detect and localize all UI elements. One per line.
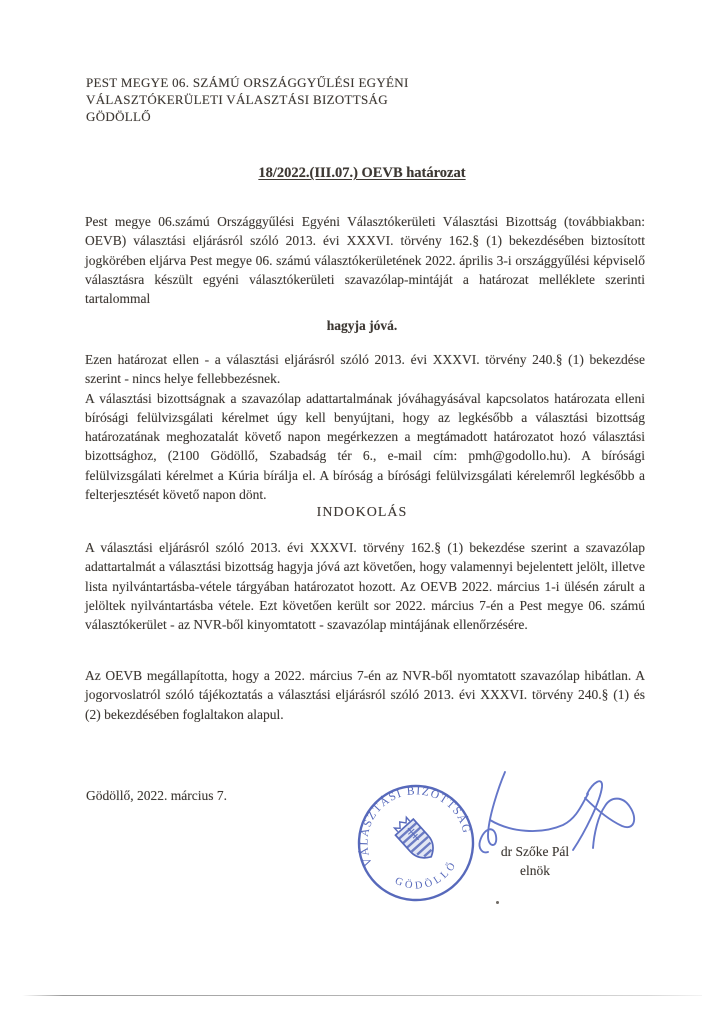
paragraph-judicial-review: A választási bizottságnak a szavazólap adattartalmának jóváhagyásával kapcsolatos határozata elleni bírósági felülvizsgálati kérelmet úgy kell benyújtani, hogy az legkésőbb a választási bizottság határozatának meghozatalát követő napon megérkezzen a megtámadott határozatot hozó választási bizottsághoz, (2100 Gödöllő, Szabadság tér 6., e-mail cím: pmh@godollo.hu). A bírósági felülvizsgálati kérelmet a Kúria bírálja el. A bíróság a bírósági felülvizsgálati kérelemről legkésőbb a felterjesztését követő napon dönt. <box>85 390 645 503</box>
decision-clause: hagyja jóvá. <box>326 318 398 333</box>
letterhead-line-2: VÁLASZTÓKERÜLETI VÁLASZTÁSI BIZOTTSÁG <box>86 92 388 107</box>
signer-title: elnök <box>520 863 550 878</box>
reasoning-heading: INDOKOLÁS <box>316 505 408 520</box>
paragraph-reasoning-2: Az OEVB megállapította, hogy a 2022. március 7-én az NVR-ből nyomtatott szavazólap hibátlan. A jogorvoslatról szóló tájékoztatás a választási eljárásról szóló 2013. évi XXXVI. törvény 240.§ (1) és (2) bekezdésében foglaltakon alapul. <box>85 668 645 722</box>
paragraph-intro: Pest megye 06.számú Országgyűlési Egyéni Választókerületi Választási Bizottság (továbbiakban: OEVB) választási eljárásról szóló 2013. évi XXXVI. törvény 162.§ (1) bekezdésében biztosított jogkörében eljárva Pest megye 06. számú választókerületének 2022. április 3-i országgyűlési képviselő választásra készült egyéni választókerületi szavazólap-mintáját a határozat melléklete szerinti tartalommal <box>85 214 645 307</box>
paragraph-reasoning-1: A választási eljárásról szóló 2013. évi XXXVI. törvény 162.§ (1) bekezdése szerint a szavazólap adattartalmát a választási bizottság hagyja jóvá azt követően, hogy valamennyi bejelentett jelölt, illetve lista nyilvántartásba-vétele tárgyában határozatot hozott. Az OEVB 2022. március 1-i ülésén zárult a jelöltek nyilvántartásba vétele. Ezt követően került sor 2022. március 7-én a Pest megye 06. számú választókerület - az NVR-ből kinyomtatott - szavazólap mintájának ellenőrzésére. <box>85 540 645 633</box>
coat-of-arms-icon <box>391 814 440 865</box>
signer-name: dr Szőke Pál <box>500 844 570 859</box>
letterhead-line-1: PEST MEGYE 06. SZÁMÚ ORSZÁGGYŰLÉSI EGYÉNI <box>86 75 409 90</box>
stamp-bottom-text: GÖDÖLLŐ <box>393 858 460 892</box>
letterhead <box>86 74 409 125</box>
legal-remedy-block <box>85 350 645 504</box>
ink-dot <box>496 901 499 904</box>
date-place-line: Gödöllő, 2022. március 7. <box>86 788 227 803</box>
paragraph-appeal: Ezen határozat ellen - a választási eljárásról szóló 2013. évi XXXVI. törvény 240.§ (1) bekezdése szerint - nincs helye fellebbezésnek. <box>85 352 645 387</box>
scan-artifact-line <box>22 995 702 996</box>
letterhead-line-3: GÖDÖLLŐ <box>86 109 151 124</box>
signer-block <box>472 842 598 880</box>
document-title: 18/2022.(III.07.) OEVB határozat <box>258 165 466 181</box>
stamp-ring-text: VÁLASZTÁSI BIZOTTSÁG <box>358 785 473 868</box>
